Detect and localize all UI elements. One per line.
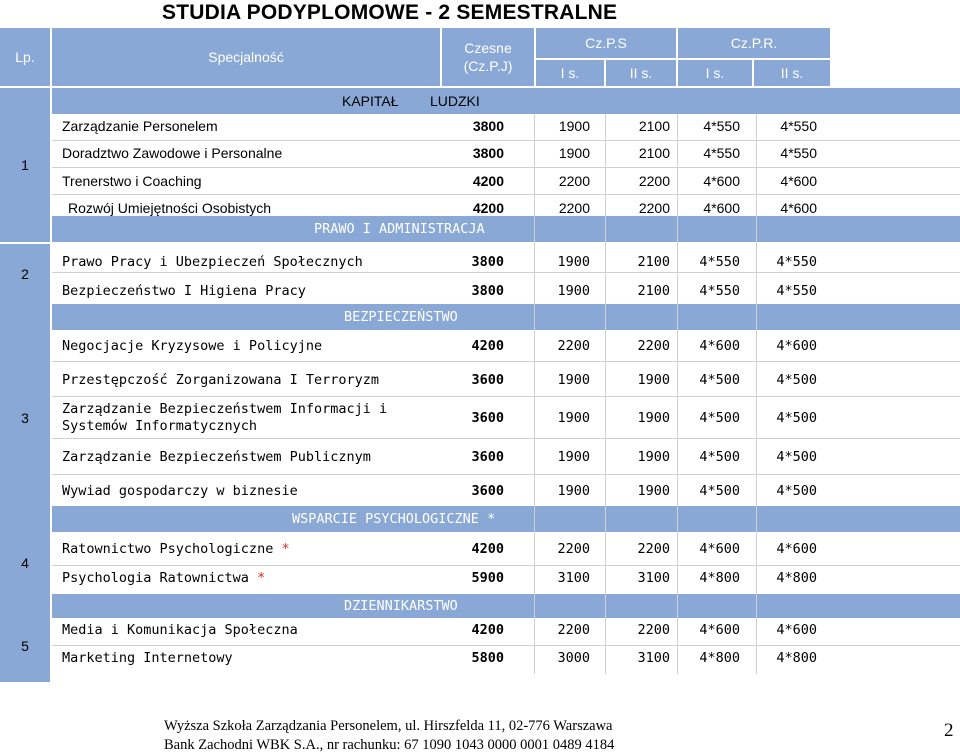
cell-czpr-is: 4*600 [703, 173, 740, 189]
cell-czesne: 3600 [471, 483, 504, 499]
header-czesne-line1: Czesne [464, 40, 512, 56]
header-specjalnosc [52, 28, 440, 86]
cell-czesne: 3800 [472, 145, 504, 161]
header-czpr-label: Cz.P.R. [730, 35, 778, 51]
row-name: Zarządzanie Bezpieczeństwem Publicznym [62, 449, 371, 465]
row-star: * [281, 541, 290, 557]
cell-czpr-is: 4*500 [699, 410, 740, 426]
row-name: Wywiad gospodarczy w biznesie [62, 483, 298, 499]
lp-column-band [0, 504, 50, 532]
section-dziennikarstwo-label: DZIENNIKARSTWO [344, 598, 458, 614]
row-divider [52, 194, 960, 195]
footer-address: Wyższa Szkoła Zarządzania Personelem, ul. Hirszfelda 11, 02-776 Warszawa [164, 718, 613, 734]
cell-czps-is: 1900 [558, 118, 590, 134]
cell-czpr-is: 4*800 [699, 570, 740, 586]
cell-czpr-is: 4*550 [699, 283, 740, 299]
cell-czps-iis: 2200 [637, 622, 670, 638]
section-bezpieczenstwo [52, 304, 960, 330]
header-czps-is-label: I s. [560, 65, 580, 81]
cell-czps-is: 2200 [558, 173, 590, 189]
cell-czps-iis: 2200 [637, 338, 670, 354]
cell-czpr-is: 4*500 [699, 449, 740, 465]
cell-czpr-iis: 4*600 [776, 338, 817, 354]
table-row [62, 401, 960, 437]
lp-column-band [0, 674, 50, 682]
cell-czps-is: 2200 [557, 541, 590, 557]
cell-czps-iis: 2200 [638, 200, 670, 216]
cell-czps-is: 2200 [558, 200, 590, 216]
group-3-number: 3 [21, 410, 29, 426]
cell-czesne: 3600 [471, 449, 504, 465]
lp-column-band [0, 594, 50, 618]
row-name: Media i Komunikacja Społeczna [62, 622, 298, 638]
cell-czps-is: 2200 [557, 338, 590, 354]
section-bezpieczenstwo-label: BEZPIECZEŃSTWO [344, 309, 458, 325]
header-czpr-is-label: I s. [705, 65, 725, 81]
row-name: Ratownictwo Psychologiczne [62, 541, 274, 557]
cell-czpr-is: 4*550 [703, 118, 740, 134]
row-name: Marketing Internetowy [62, 650, 233, 666]
page-title: STUDIA PODYPLOMOWE - 2 SEMESTRALNE [162, 1, 618, 24]
section-dziennikarstwo [52, 594, 960, 618]
cell-czps-iis: 1900 [637, 449, 670, 465]
cell-czps-is: 1900 [557, 483, 590, 499]
cell-czps-iis: 1900 [637, 483, 670, 499]
cell-czpr-iis: 4*500 [776, 483, 817, 499]
cell-czps-iis: 2100 [637, 283, 670, 299]
section-kapital-ludzki [52, 88, 960, 114]
col-divider [605, 114, 606, 674]
group-5 [0, 618, 50, 674]
section-prawo-label: PRAWO I ADMINISTRACJA [314, 221, 485, 237]
row-divider [52, 565, 960, 566]
cell-czpr-iis: 4*600 [776, 541, 817, 557]
group-3 [0, 332, 50, 504]
cell-czesne: 5900 [471, 570, 504, 586]
header-czps-iis-label: II s. [629, 65, 653, 81]
row-name: Bezpieczeństwo I Higiena Pracy [62, 283, 306, 299]
cell-czpr-iis: 4*600 [776, 622, 817, 638]
cell-czpr-is: 4*500 [699, 372, 740, 388]
cell-czesne: 3800 [471, 283, 504, 299]
cell-czps-is: 3100 [557, 570, 590, 586]
col-divider [677, 114, 678, 674]
header-czpr-iis-label: II s. [780, 65, 804, 81]
row-name-wrap [62, 541, 290, 557]
row-name: Prawo Pracy i Ubezpieczeń Społecznych [62, 254, 363, 270]
cell-czps-is: 1900 [557, 283, 590, 299]
footer-bank: Bank Zachodni WBK S.A., nr rachunku: 67 1090 1043 0000 0001 0489 4184 [164, 737, 615, 753]
col-divider [756, 114, 757, 674]
cell-czpr-is: 4*550 [703, 145, 740, 161]
group-2-number: 2 [21, 266, 29, 282]
header-czpr [678, 28, 830, 58]
cell-czpr-iis: 4*500 [776, 449, 817, 465]
group-5-number: 5 [21, 638, 29, 654]
row-divider [52, 361, 960, 362]
section-kapital-label: KAPITAŁ [342, 93, 399, 109]
group-4-number: 4 [21, 555, 29, 571]
row-name: Przestępczość Zorganizowana I Terroryzm [62, 372, 379, 388]
cell-czpr-is: 4*600 [699, 622, 740, 638]
row-name: Trenerstwo i Coaching [62, 173, 202, 189]
cell-czpr-iis: 4*600 [780, 200, 817, 216]
header-lp [0, 28, 50, 86]
section-wsparcie-label: WSPARCIE PSYCHOLOGICZNE * [292, 511, 496, 527]
group-4 [0, 532, 50, 594]
row-divider [52, 272, 960, 273]
header-czpr-is [678, 60, 752, 86]
cell-czps-iis: 1900 [637, 372, 670, 388]
cell-czps-is: 1900 [557, 449, 590, 465]
cell-czps-iis: 3100 [637, 570, 670, 586]
cell-czps-is: 1900 [558, 145, 590, 161]
cell-czesne: 4200 [471, 338, 504, 354]
header-czesne-line2: (Cz.P.J) [463, 58, 513, 74]
section-prawo [52, 216, 960, 242]
cell-czps-is: 1900 [557, 372, 590, 388]
cell-czps-iis: 3100 [637, 650, 670, 666]
cell-czpr-iis: 4*800 [776, 570, 817, 586]
row-divider [52, 140, 960, 141]
cell-czpr-is: 4*500 [699, 483, 740, 499]
cell-czesne: 4200 [472, 200, 504, 216]
cell-czps-iis: 1900 [637, 410, 670, 426]
cell-czesne: 3800 [471, 254, 504, 270]
cell-czesne: 4200 [471, 622, 504, 638]
cell-czpr-iis: 4*550 [776, 283, 817, 299]
header-czpr-iis [754, 60, 830, 86]
cell-czpr-iis: 4*550 [780, 118, 817, 134]
cell-czps-iis: 2100 [637, 254, 670, 270]
group-2 [0, 244, 50, 304]
row-divider [52, 474, 960, 475]
cell-czps-iis: 2100 [638, 145, 670, 161]
header-czesne [442, 28, 534, 86]
cell-czesne: 3600 [471, 372, 504, 388]
row-name-wrap [62, 570, 265, 586]
cell-czps-is: 1900 [557, 410, 590, 426]
row-star: * [257, 570, 266, 586]
cell-czpr-iis: 4*550 [780, 145, 817, 161]
cell-czesne: 4200 [471, 541, 504, 557]
cell-czpr-iis: 4*550 [776, 254, 817, 270]
cell-czesne: 4200 [472, 173, 504, 189]
row-divider [52, 438, 960, 439]
cell-czpr-is: 4*600 [699, 541, 740, 557]
cell-czps-is: 2200 [557, 622, 590, 638]
group-1 [0, 88, 50, 242]
cell-czesne: 3600 [471, 410, 504, 426]
row-divider [52, 645, 960, 646]
row-name: Doradztwo Zawodowe i Personalne [62, 145, 283, 161]
cell-czps-iis: 2200 [637, 541, 670, 557]
section-ludzki-label: LUDZKI [430, 93, 480, 109]
row-name: Psychologia Ratownictwa [62, 570, 249, 586]
cell-czesne: 3800 [472, 118, 504, 134]
header-czps-iis [606, 60, 676, 86]
row-name-line2: Systemów Informatycznych [62, 418, 258, 434]
cell-czps-is: 3000 [557, 650, 590, 666]
cell-czpr-iis: 4*500 [776, 410, 817, 426]
row-divider [52, 396, 960, 397]
header-czps [536, 28, 676, 58]
page-number: 2 [944, 720, 954, 741]
header-specjalnosc-label: Specjalność [208, 49, 284, 65]
row-name: Zarządzanie Personelem [62, 118, 218, 134]
row-name: Rozwój Umiejętności Osobistych [68, 200, 272, 216]
row-divider [52, 167, 960, 168]
group-1-number: 1 [21, 157, 29, 173]
col-divider [534, 114, 535, 674]
cell-czpr-is: 4*550 [699, 254, 740, 270]
cell-czpr-is: 4*600 [703, 200, 740, 216]
row-name: Negocjacje Kryzysowe i Policyjne [62, 338, 323, 354]
header-czps-label: Cz.P.S [585, 35, 627, 51]
header-lp-label: Lp. [15, 49, 35, 65]
cell-czpr-iis: 4*500 [776, 372, 817, 388]
cell-czesne: 5800 [471, 650, 504, 666]
cell-czpr-iis: 4*600 [780, 173, 817, 189]
cell-czpr-is: 4*800 [699, 650, 740, 666]
cell-czps-is: 1900 [557, 254, 590, 270]
cell-czpr-iis: 4*800 [776, 650, 817, 666]
header-czps-is [536, 60, 604, 86]
row-name-line1: Zarządzanie Bezpieczeństwem Informacji i [62, 401, 388, 417]
cell-czps-iis: 2100 [638, 118, 670, 134]
section-wsparcie [52, 506, 960, 532]
lp-column-band [0, 304, 50, 332]
cell-czps-iis: 2200 [638, 173, 670, 189]
cell-czpr-is: 4*600 [699, 338, 740, 354]
